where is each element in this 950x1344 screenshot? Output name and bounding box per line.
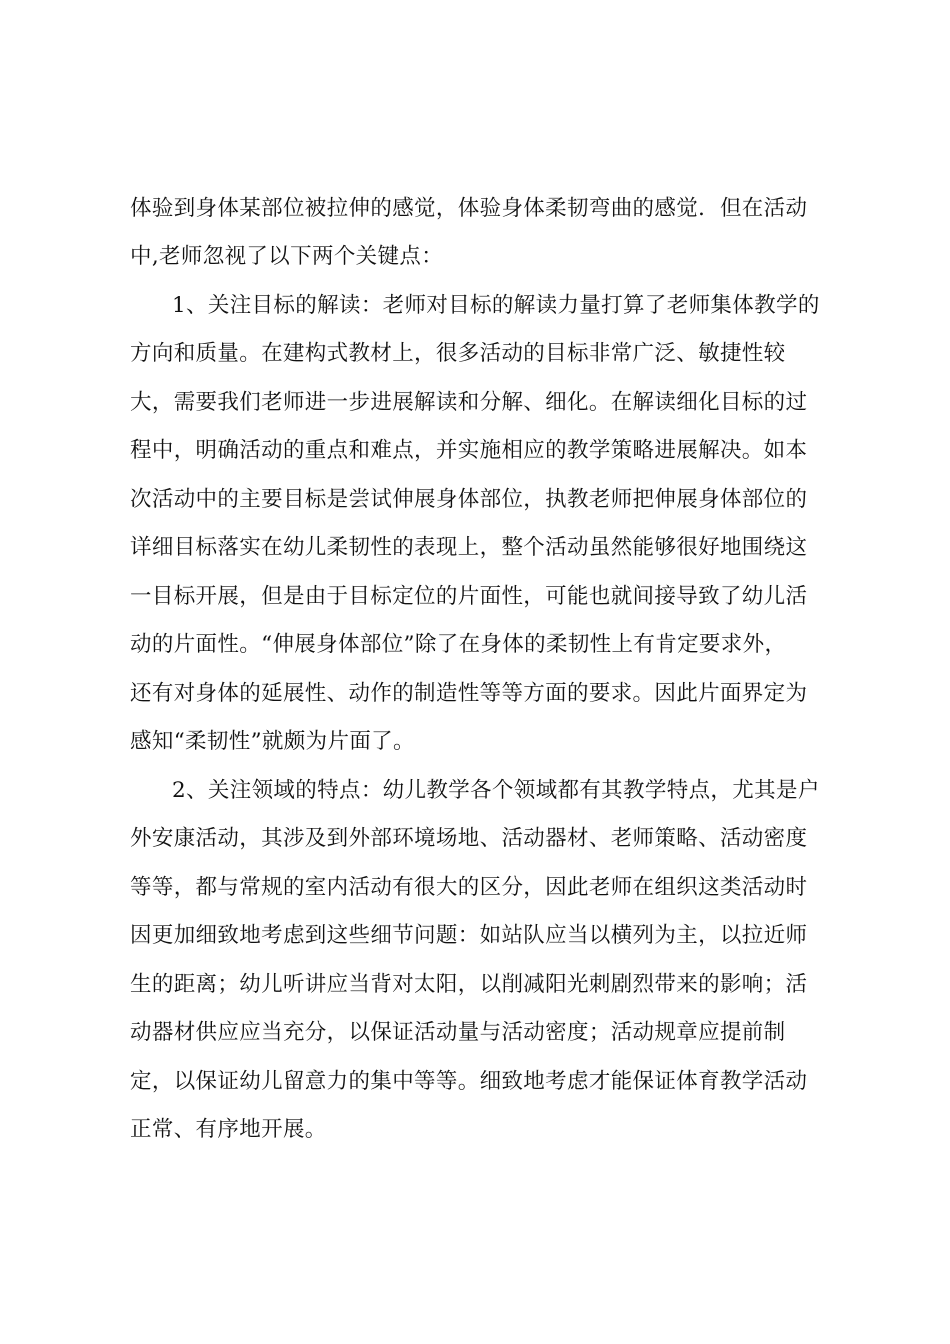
text-line: 外安康活动，其涉及到外部环境场地、活动器材、老师策略、活动密度 bbox=[130, 826, 808, 851]
paragraph-1-start: 1、关注目标的解读：老师对目标的解读力量打算了老师集体教学的 bbox=[172, 293, 820, 318]
paragraph-2-start: 2、关注领域的特点：幼儿教学各个领域都有其教学特点，尤其是户 bbox=[172, 778, 820, 803]
text-line: 方向和质量。在建构式教材上，很多活动的目标非常广泛、敏捷性较 bbox=[130, 341, 786, 366]
text-line: 大，需要我们老师进一步进展解读和分解、细化。在解读细化目标的过 bbox=[130, 390, 808, 415]
text-line: 程中，明确活动的重点和难点，并实施相应的教学策略进展解决。如本 bbox=[130, 438, 808, 463]
text-line: 详细目标落实在幼儿柔韧性的表现上，整个活动虽然能够很好地围绕这 bbox=[130, 535, 808, 560]
text-line: 还有对身体的延展性、动作的制造性等等方面的要求。因此片面界定为 bbox=[130, 681, 808, 706]
text-line: 动的片面性。“伸展身体部位”除了在身体的柔韧性上有肯定要求外， bbox=[130, 632, 787, 657]
text-line: 次活动中的主要目标是尝试伸展身体部位，执教老师把伸展身体部位的 bbox=[130, 487, 808, 512]
text-line: 感知“柔韧性”就颇为片面了。 bbox=[130, 729, 415, 754]
text-line: 等等，都与常规的室内活动有很大的区分，因此老师在组织这类活动时 bbox=[130, 875, 808, 900]
text-line: 体验到身体某部位被拉伸的感觉，体验身体柔韧弯曲的感觉．但在活动 bbox=[130, 196, 808, 221]
text-line: 中,老师忽视了以下两个关键点： bbox=[130, 244, 444, 269]
text-line: 动器材供应应当充分，以保证活动量与活动密度；活动规章应提前制 bbox=[130, 1020, 786, 1045]
text-line: 正常、有序地开展。 bbox=[130, 1117, 327, 1142]
text-line: 生的距离；幼儿听讲应当背对太阳，以削减阳光刺剧烈带来的影响；活 bbox=[130, 972, 808, 997]
text-line: 定，以保证幼儿留意力的集中等等。细致地考虑才能保证体育教学活动 bbox=[130, 1069, 808, 1094]
text-line: 一目标开展，但是由于目标定位的片面性，可能也就间接导致了幼儿活 bbox=[130, 584, 808, 609]
text-line: 因更加细致地考虑到这些细节问题：如站队应当以横列为主，以拉近师 bbox=[130, 923, 808, 948]
